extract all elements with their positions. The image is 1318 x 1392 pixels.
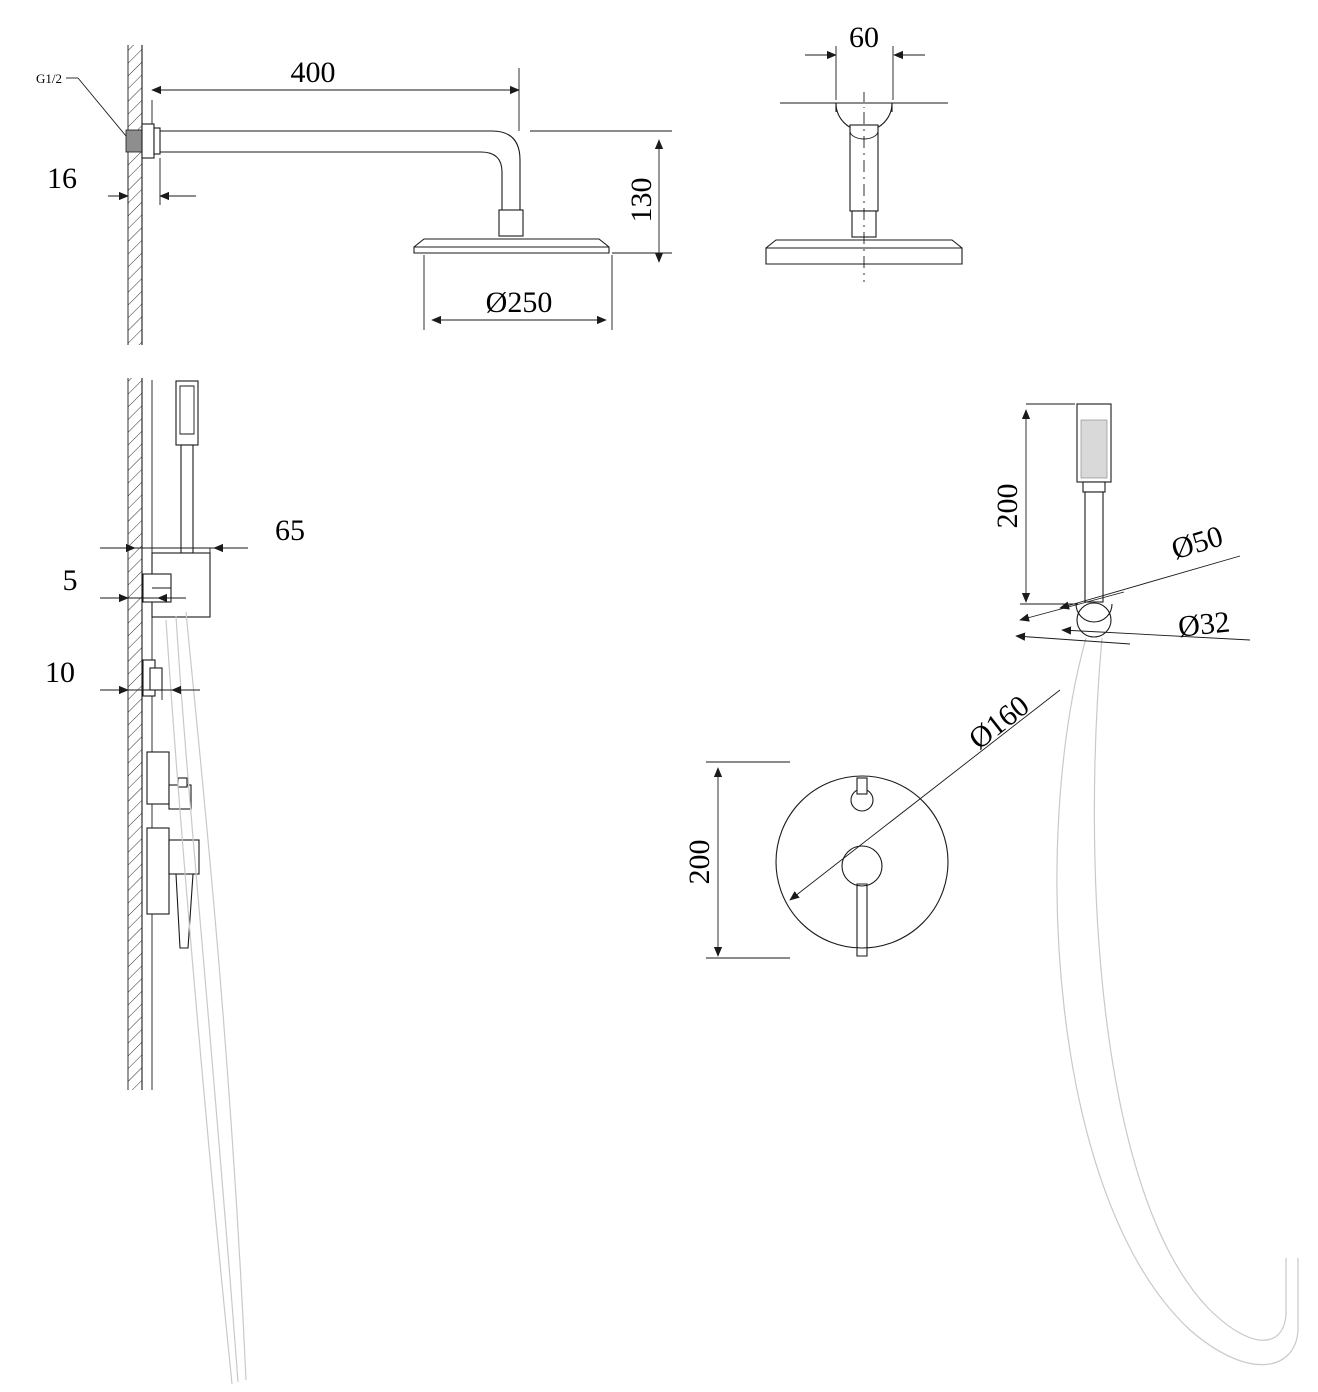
dim-200-handshower xyxy=(991,404,1078,604)
dim-65-label: 65 xyxy=(275,514,305,547)
handshower-head xyxy=(1077,404,1111,492)
dim-250-label: Ø250 xyxy=(485,286,553,319)
dim-10-label: 10 xyxy=(45,656,75,689)
dim-5-label: 5 xyxy=(62,564,78,597)
dim-160-label: Ø160 xyxy=(962,688,1036,757)
hose-loop xyxy=(1057,638,1298,1365)
handshower-bracket xyxy=(143,553,210,617)
wall-hatch xyxy=(128,45,142,345)
dim-200-plate-label: 200 xyxy=(683,839,716,885)
view-handshower xyxy=(683,404,1298,1365)
dim-50-label: Ø50 xyxy=(1167,519,1227,567)
view-shower-arm-front xyxy=(766,21,962,282)
dim-130-label: 130 xyxy=(625,177,658,223)
diverter-body xyxy=(147,752,191,809)
dim-60 xyxy=(805,21,925,100)
view-shower-arm-side xyxy=(36,45,672,345)
handshower-handle xyxy=(1076,492,1112,637)
mixer-plate-front xyxy=(776,776,948,956)
mixer-body xyxy=(147,828,199,948)
dim-250 xyxy=(424,255,612,330)
wall-outlet xyxy=(143,660,162,696)
dim-60-label: 60 xyxy=(849,21,879,54)
shower-head-side xyxy=(414,210,609,253)
dim-400-label: 400 xyxy=(290,56,336,89)
hose-side xyxy=(166,612,246,1384)
wall-hatch-2 xyxy=(128,378,142,1090)
label-g12: G1/2 xyxy=(36,71,62,86)
dim-130 xyxy=(530,131,672,262)
label-g12-leader xyxy=(36,71,126,136)
dim-16-label: 16 xyxy=(47,162,77,195)
view-wall-assembly xyxy=(45,378,305,1384)
dim-200-handshower-label: 200 xyxy=(991,483,1024,529)
dim-32-label: Ø32 xyxy=(1176,605,1232,644)
shower-arm-tube xyxy=(160,131,520,210)
dim-10 xyxy=(45,656,200,700)
dim-50-leader xyxy=(1020,520,1240,620)
dim-200-plate xyxy=(683,762,790,958)
dim-16 xyxy=(47,158,196,205)
dim-400 xyxy=(152,56,519,131)
dim-160-leader xyxy=(790,689,1060,900)
handshower-in-holder xyxy=(176,381,198,553)
